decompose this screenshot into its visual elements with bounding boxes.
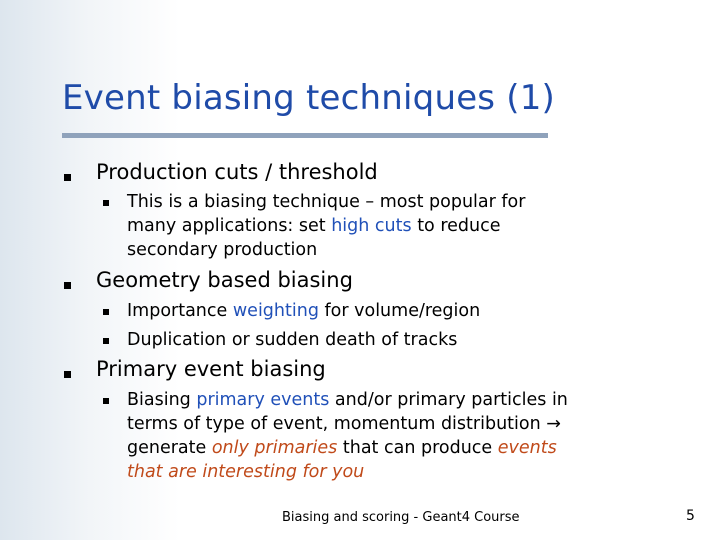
- text-run: terms of type of event, momentum distribution: [127, 414, 547, 434]
- bullet-square-icon: [64, 371, 71, 378]
- sub-bullet-primary-biasing: [127, 388, 568, 484]
- text-run: for volume/region: [318, 301, 481, 321]
- sub-bullet-square-icon: [103, 309, 109, 315]
- sub-bullet-line: secondary production: [127, 240, 318, 260]
- sub-bullet-duplication: Duplication or sudden death of tracks: [127, 330, 458, 350]
- text-run: generate: [127, 438, 212, 458]
- bullet-primary-event-biasing: Primary event biasing: [96, 357, 326, 381]
- text-run: and/or primary particles in: [329, 390, 568, 410]
- sub-bullet-line: [127, 214, 525, 238]
- sub-bullet-square-icon: [103, 200, 109, 206]
- sub-bullet-line: [127, 460, 568, 484]
- sub-bullet-line: [127, 412, 568, 436]
- page-number: 5: [686, 508, 695, 524]
- text-run: Biasing: [127, 390, 197, 410]
- sub-bullet-square-icon: [103, 338, 109, 344]
- highlight-interesting: that are interesting for you: [127, 462, 365, 482]
- footer-text: Biasing and scoring - Geant4 Course: [282, 510, 520, 525]
- sub-bullet-square-icon: [103, 398, 109, 404]
- highlight-only-primaries: only primaries: [211, 438, 338, 458]
- highlight-events: events: [497, 438, 557, 458]
- bullet-square-icon: [64, 174, 71, 181]
- bullet-production-cuts: Production cuts / threshold: [96, 160, 378, 184]
- highlight-weighting: weighting: [232, 301, 319, 321]
- highlight-high-cuts: high cuts: [331, 216, 412, 236]
- title-underline: [62, 133, 548, 138]
- text-run: Importance: [127, 301, 233, 321]
- sub-bullet-line: [127, 388, 568, 412]
- bullet-square-icon: [64, 282, 71, 289]
- text-run: to reduce: [411, 216, 501, 236]
- text-run: many applications: set: [127, 216, 332, 236]
- highlight-primary-events: primary events: [196, 390, 330, 410]
- sub-bullet-importance-weighting: [127, 299, 480, 323]
- slide-title: Event biasing techniques (1): [62, 78, 555, 118]
- text-run: that can produce: [337, 438, 498, 458]
- sub-bullet-line: This is a biasing technique – most popular for: [127, 192, 526, 212]
- bullet-geometry-biasing: Geometry based biasing: [96, 268, 353, 292]
- right-arrow-icon: →: [546, 414, 561, 434]
- sub-bullet-line: [127, 436, 568, 460]
- sub-bullet-biasing-technique: [127, 190, 525, 262]
